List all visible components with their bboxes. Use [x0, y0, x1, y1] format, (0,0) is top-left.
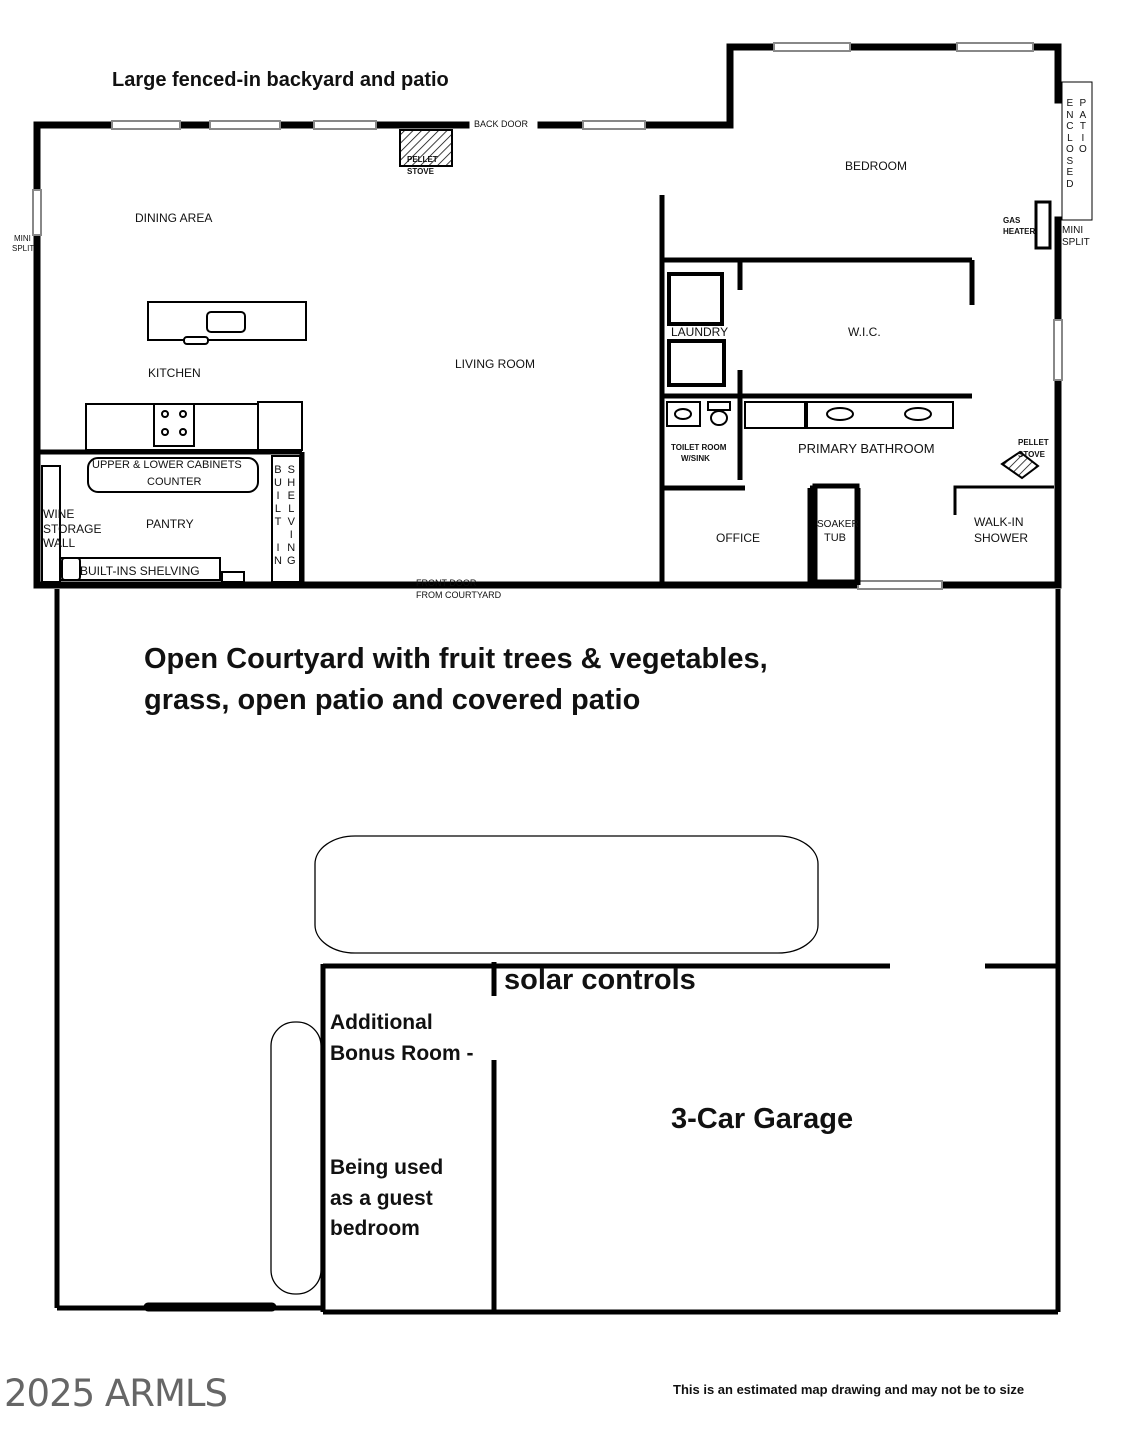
- soaker-tub-label: SOAKER: [817, 519, 859, 530]
- interior-fixtures: [42, 82, 1092, 582]
- office-label: OFFICE: [716, 531, 760, 545]
- gas-heater-label: GAS: [1003, 216, 1021, 225]
- laundry-label: LAUNDRY: [671, 325, 729, 339]
- toilet-room-label-2: W/SINK: [681, 454, 710, 463]
- wine-storage-label-2: STORAGE: [43, 522, 102, 536]
- dining-area-label: DINING AREA: [135, 211, 213, 225]
- shelving-vertical-label: S H E L V I N G: [287, 464, 296, 567]
- courtyard-label-1: Open Courtyard with fruit trees & vegetables,: [144, 643, 768, 675]
- counter-label: COUNTER: [147, 476, 202, 488]
- enclosed-vertical-label: E N C L O S E D: [1066, 98, 1074, 190]
- front-door-label-2: FROM COURTYARD: [416, 590, 502, 600]
- primary-bathroom-label: PRIMARY BATHROOM: [798, 441, 935, 456]
- solar-controls-label: solar controls: [504, 964, 696, 996]
- mini-split-right-label: MINI: [1062, 225, 1084, 236]
- toilet-room-label: TOILET ROOM: [671, 443, 727, 452]
- pellet-stove-2-label: PELLET: [1018, 438, 1049, 447]
- garage-label: 3-Car Garage: [671, 1103, 854, 1135]
- back-door-label: BACK DOOR: [474, 119, 529, 129]
- patio-vertical-label: P A T I O: [1079, 98, 1087, 155]
- front-door-label: FRONT DOOR: [416, 578, 477, 588]
- living-room-label: LIVING ROOM: [455, 357, 536, 371]
- mini-split-right-label-2: SPLIT: [1062, 237, 1090, 248]
- mini-split-left-label: MINI: [14, 234, 31, 243]
- walkin-shower-label-2: SHOWER: [974, 531, 1028, 545]
- disclaimer-text: This is an estimated map drawing and may not be to size: [673, 1382, 1025, 1397]
- wine-storage-label-1: WINE: [43, 507, 75, 521]
- pellet-stove-2-label-2: STOVE: [1018, 450, 1045, 459]
- guest-bedroom-label-3: bedroom: [330, 1217, 420, 1240]
- bonus-room-label-2: Bonus Room -: [330, 1042, 474, 1065]
- soaker-tub-label-2: TUB: [824, 532, 846, 544]
- pellet-stove-label: PELLET: [407, 155, 438, 164]
- copyright-watermark: 2025 ARMLS: [4, 1372, 227, 1415]
- pantry-label: PANTRY: [146, 517, 194, 531]
- kitchen-label: KITCHEN: [148, 366, 201, 380]
- guest-bedroom-label-2: as a guest: [330, 1187, 433, 1210]
- mini-split-left-label-2: SPLIT: [12, 244, 35, 253]
- pellet-stove-label-2: STOVE: [407, 167, 434, 176]
- courtyard-label-2: grass, open patio and covered patio: [144, 684, 641, 716]
- wine-storage-label-3: WALL: [43, 536, 76, 550]
- walkin-shower-label: WALK-IN: [974, 515, 1024, 529]
- bonus-room-label-1: Additional: [330, 1011, 433, 1034]
- backyard-label: Large fenced-in backyard and patio: [112, 69, 449, 91]
- cabinets-label: UPPER & LOWER CABINETS: [92, 459, 242, 471]
- guest-bedroom-label-1: Being used: [330, 1156, 444, 1179]
- bedroom-label: BEDROOM: [845, 159, 908, 173]
- built-in-vertical-label: B U I L T I N: [274, 464, 282, 567]
- gas-heater-label-2: HEATER: [1003, 227, 1036, 236]
- built-ins-shelving-label: BUILT-INS SHELVING: [80, 564, 200, 578]
- wic-label: W.I.C.: [848, 325, 881, 339]
